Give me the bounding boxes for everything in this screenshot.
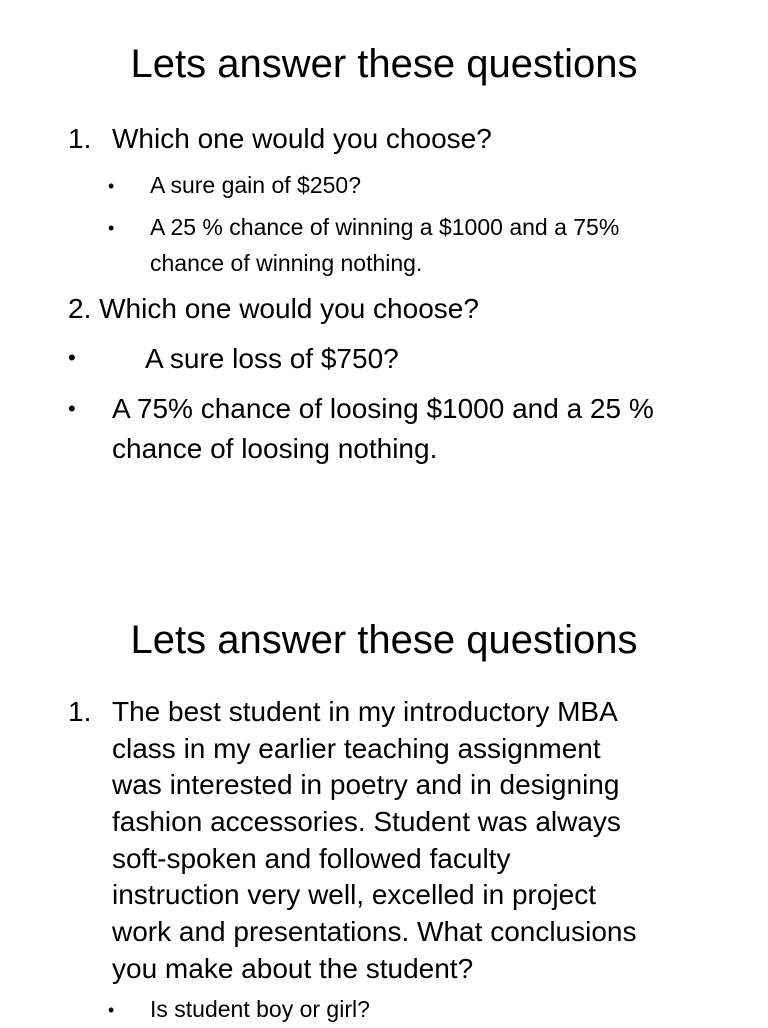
bullet-icon: • (68, 396, 76, 421)
sub-question: Is student boy or girl? (150, 996, 370, 1022)
question-1-option-b-line-1: A 25 % chance of winning a $1000 and a 75% (150, 214, 620, 240)
question-paragraph-line: was interested in poetry and in designing (112, 769, 620, 800)
slide-2-title: Lets answer these questions (130, 618, 638, 662)
question-paragraph-line: you make about the student? (112, 953, 474, 984)
question-2-option-b-line-2: chance of loosing nothing. (112, 433, 438, 464)
slide-1-title: Lets answer these questions (130, 42, 638, 86)
question-paragraph-line: The best student in my introductory MBA (112, 696, 618, 727)
bullet-icon: • (108, 176, 115, 196)
question-1-number: 1. (68, 123, 92, 154)
question-2-option-b-line-1: A 75% chance of loosing $1000 and a 25 % (112, 393, 654, 424)
question-paragraph-line: class in my earlier teaching assignment (112, 733, 601, 764)
question-paragraph-line: work and presentations. What conclusions (112, 916, 637, 947)
question-1-option-a: A sure gain of $250? (150, 172, 361, 198)
bullet-icon: • (108, 1000, 115, 1020)
question-2-text: 2. Which one would you choose? (68, 293, 479, 324)
question-paragraph-line: fashion accessories. Student was always (112, 806, 621, 837)
question-paragraph-line: soft-spoken and followed faculty (112, 843, 511, 874)
question-1-option-b-line-2: chance of winning nothing. (150, 250, 423, 276)
question-paragraph-line: instruction very well, excelled in project (112, 879, 596, 910)
question-1-text: Which one would you choose? (112, 123, 492, 154)
question-1-number: 1. (68, 696, 92, 727)
question-2-option-a: A sure loss of $750? (145, 343, 399, 374)
bullet-icon: • (108, 218, 115, 238)
bullet-icon: • (68, 345, 76, 370)
